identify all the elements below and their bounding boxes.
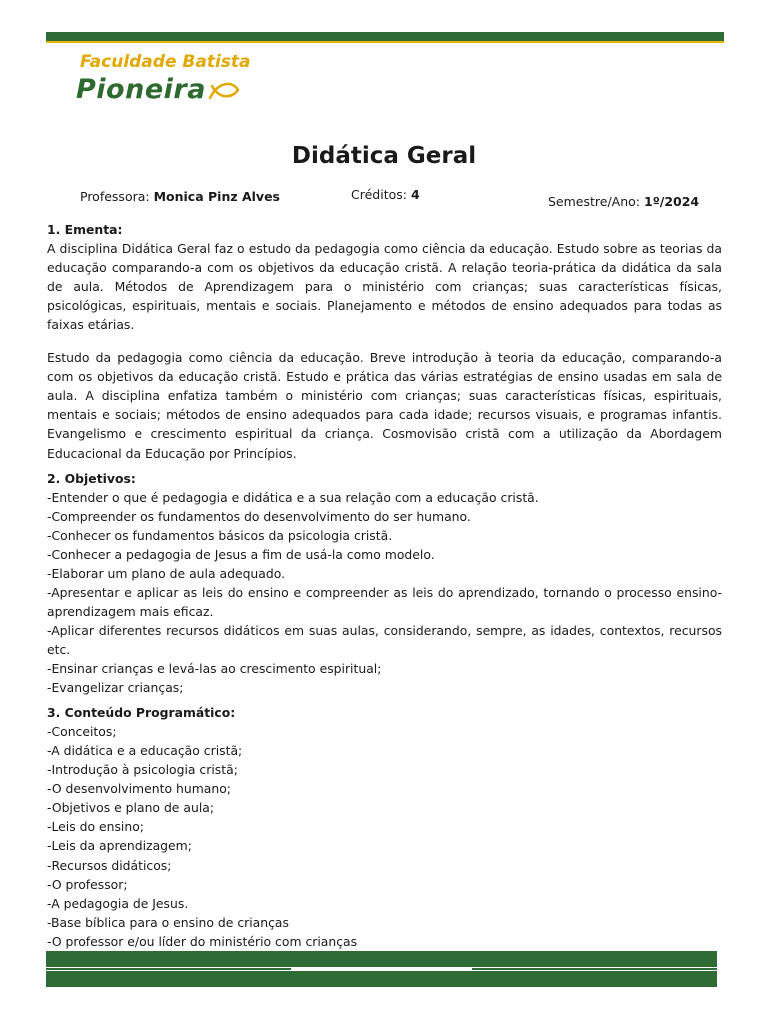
list-item: -Conhecer os fundamentos básicos da psicologia cristã. xyxy=(47,527,393,543)
page-title: Didática Geral xyxy=(291,143,477,169)
logo-text-faculdade: Faculdade Batista xyxy=(80,52,251,72)
credits-field xyxy=(351,187,420,202)
list-item: -Recursos didáticos; xyxy=(47,857,172,873)
semester-field xyxy=(548,194,699,209)
list-item: -Base bíblica para o ensino de crianças xyxy=(47,914,289,930)
objetivos-list xyxy=(47,488,722,698)
fish-icon xyxy=(208,76,240,106)
header-gold-stripe xyxy=(46,41,724,43)
credits-label: Créditos: xyxy=(351,187,407,202)
list-item: -A didática e a educação cristã; xyxy=(47,743,243,759)
list-item: -Ensinar crianças e levá-las ao crescimento espiritual; xyxy=(47,661,382,677)
ementa-heading: 1. Ementa: xyxy=(47,222,123,237)
list-item: -Entender o que é pedagogia e didática e a sua relação com a educação cristã. xyxy=(47,489,539,505)
institution-logo xyxy=(76,52,256,114)
document-body xyxy=(47,220,722,951)
list-item: -Aplicar diferentes recursos didáticos em suas aulas, considerando, sempre, as idades, contextos, recursos etc. xyxy=(47,622,722,657)
header-green-bar xyxy=(46,32,724,41)
list-item: -Leis do ensino; xyxy=(47,819,144,835)
footer-divider-right xyxy=(472,968,717,970)
logo-text-pioneira: Pioneira xyxy=(76,74,206,105)
list-item: -Introdução à psicologia cristã; xyxy=(47,762,238,778)
list-item: -Objetivos e plano de aula; xyxy=(47,800,215,816)
list-item: -Evangelizar crianças; xyxy=(47,680,184,696)
ementa-paragraph: A disciplina Didática Geral faz o estudo da pedagogia como ciência da educação. Estudo sobre as teorias da educação comparando-a com os objetivos da educação cristã. A relação teoria-prática da didática da sala de aula. Métodos de Aprendizagem para o ministério com crianças; suas características físicas, psicológicas, espirituais, mentais e sociais. Planejamento e métodos de ensino adequados para todas as faixas etárias. xyxy=(47,241,722,333)
list-item: -O professor; xyxy=(47,876,128,892)
objetivos-heading: 2. Objetivos: xyxy=(47,470,136,486)
conteudo-list xyxy=(47,722,722,951)
professor-value: Monica Pinz Alves xyxy=(153,189,280,204)
conteudo-section xyxy=(47,703,722,951)
professor-label: Professora: xyxy=(80,189,150,204)
list-item: -Leis da aprendizagem; xyxy=(47,838,192,854)
list-item: -Conhecer a pedagogia de Jesus a fim de usá-la como modelo. xyxy=(47,546,435,562)
list-item: -Apresentar e aplicar as leis do ensino e compreender as leis do aprendizado, tornando o processo ensino-aprendizagem mais eficaz. xyxy=(47,584,722,619)
list-item: -O desenvolvimento humano; xyxy=(47,781,231,797)
semester-value: 1º/2024 xyxy=(644,194,700,209)
semester-label: Semestre/Ano: xyxy=(548,194,641,209)
objetivos-section xyxy=(47,469,722,698)
ementa-section xyxy=(47,220,722,463)
footer-green-bar xyxy=(46,971,717,987)
list-item: -Compreender os fundamentos do desenvolvimento do ser humano. xyxy=(47,508,471,524)
list-item: -O professor e/ou líder do ministério com crianças xyxy=(47,933,358,949)
list-item: -Elaborar um plano de aula adequado. xyxy=(47,565,286,581)
professor-field xyxy=(80,189,280,204)
conteudo-heading: 3. Conteúdo Programático: xyxy=(47,705,236,721)
footer-green-bar xyxy=(46,951,717,967)
credits-value: 4 xyxy=(410,187,420,202)
list-item: -Conceitos; xyxy=(47,724,117,740)
ementa-paragraph: Estudo da pedagogia como ciência da educação. Breve introdução à teoria da educação, comparando-a com os objetivos da educação cristã. Estudo e prática das várias estratégias de ensino usadas em sala de aula. A disciplina enfatiza também o ministério com crianças; suas características físicas, espirituais, mentais e sociais; métodos de ensino adequados para cada idade; recursos visuais, e programas infantis. Evangelismo e crescimento espiritual da criança. Cosmovisão cristã com a utilização da Abordagem Educacional da Educação por Princípios. xyxy=(47,350,722,461)
list-item: -A pedagogia de Jesus. xyxy=(47,895,189,911)
footer-divider-left xyxy=(46,968,291,970)
